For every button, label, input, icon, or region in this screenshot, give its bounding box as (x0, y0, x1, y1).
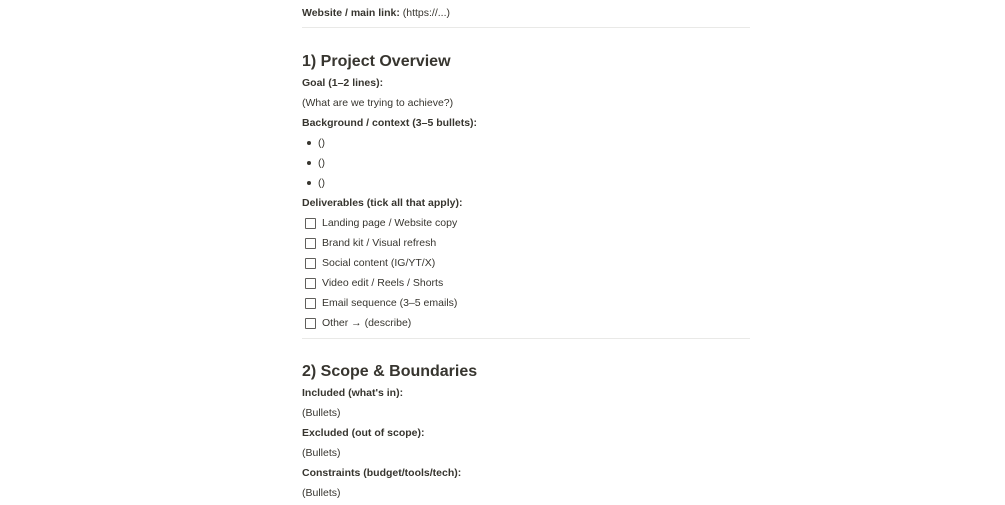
bullet-dot-icon (307, 141, 311, 145)
list-item[interactable]: () (302, 133, 750, 153)
document-page (302, 0, 750, 503)
goal-value[interactable]: (What are we trying to achieve?) (302, 97, 454, 109)
website-value[interactable]: (https://...) (402, 7, 451, 19)
checkbox[interactable] (305, 278, 316, 289)
deliverable-todo-landing-page: Landing page / Website copy (302, 213, 750, 233)
goal-label: Goal (1–2 lines): (302, 77, 384, 89)
constraints-label: Constraints (budget/tools/tech): (302, 467, 462, 479)
checkbox[interactable] (305, 298, 316, 309)
section-heading-scope-boundaries[interactable]: 2) Scope & Boundaries (302, 363, 478, 380)
deliverables-label: Deliverables (tick all that apply): (302, 197, 463, 209)
list-item[interactable]: () (302, 153, 750, 173)
included-value[interactable]: (Bullets) (302, 407, 341, 419)
constraints-value[interactable]: (Bullets) (302, 487, 341, 499)
excluded-value[interactable]: (Bullets) (302, 447, 341, 459)
section-heading-project-overview[interactable]: 1) Project Overview (302, 53, 451, 70)
divider (302, 338, 750, 339)
background-label: Background / context (3–5 bullets): (302, 117, 478, 129)
deliverable-todo-other: Other → (describe) (302, 313, 750, 333)
deliverables-checklist (302, 213, 750, 333)
background-bullet-list (302, 133, 750, 193)
checkbox[interactable] (305, 318, 316, 329)
checkbox[interactable] (305, 238, 316, 249)
website-row[interactable] (302, 3, 750, 23)
list-item[interactable]: () (302, 173, 750, 193)
deliverable-todo-email-sequence: Email sequence (3–5 emails) (302, 293, 750, 313)
included-label: Included (what's in): (302, 387, 404, 399)
excluded-label: Excluded (out of scope): (302, 427, 425, 439)
bullet-dot-icon (307, 161, 311, 165)
checkbox[interactable] (305, 218, 316, 229)
checkbox[interactable] (305, 258, 316, 269)
bullet-dot-icon (307, 181, 311, 185)
divider (302, 27, 750, 28)
website-label: Website / main link: (302, 7, 400, 19)
deliverable-todo-social-content: Social content (IG/YT/X) (302, 253, 750, 273)
deliverable-todo-video-edit: Video edit / Reels / Shorts (302, 273, 750, 293)
deliverable-todo-brand-kit: Brand kit / Visual refresh (302, 233, 750, 253)
